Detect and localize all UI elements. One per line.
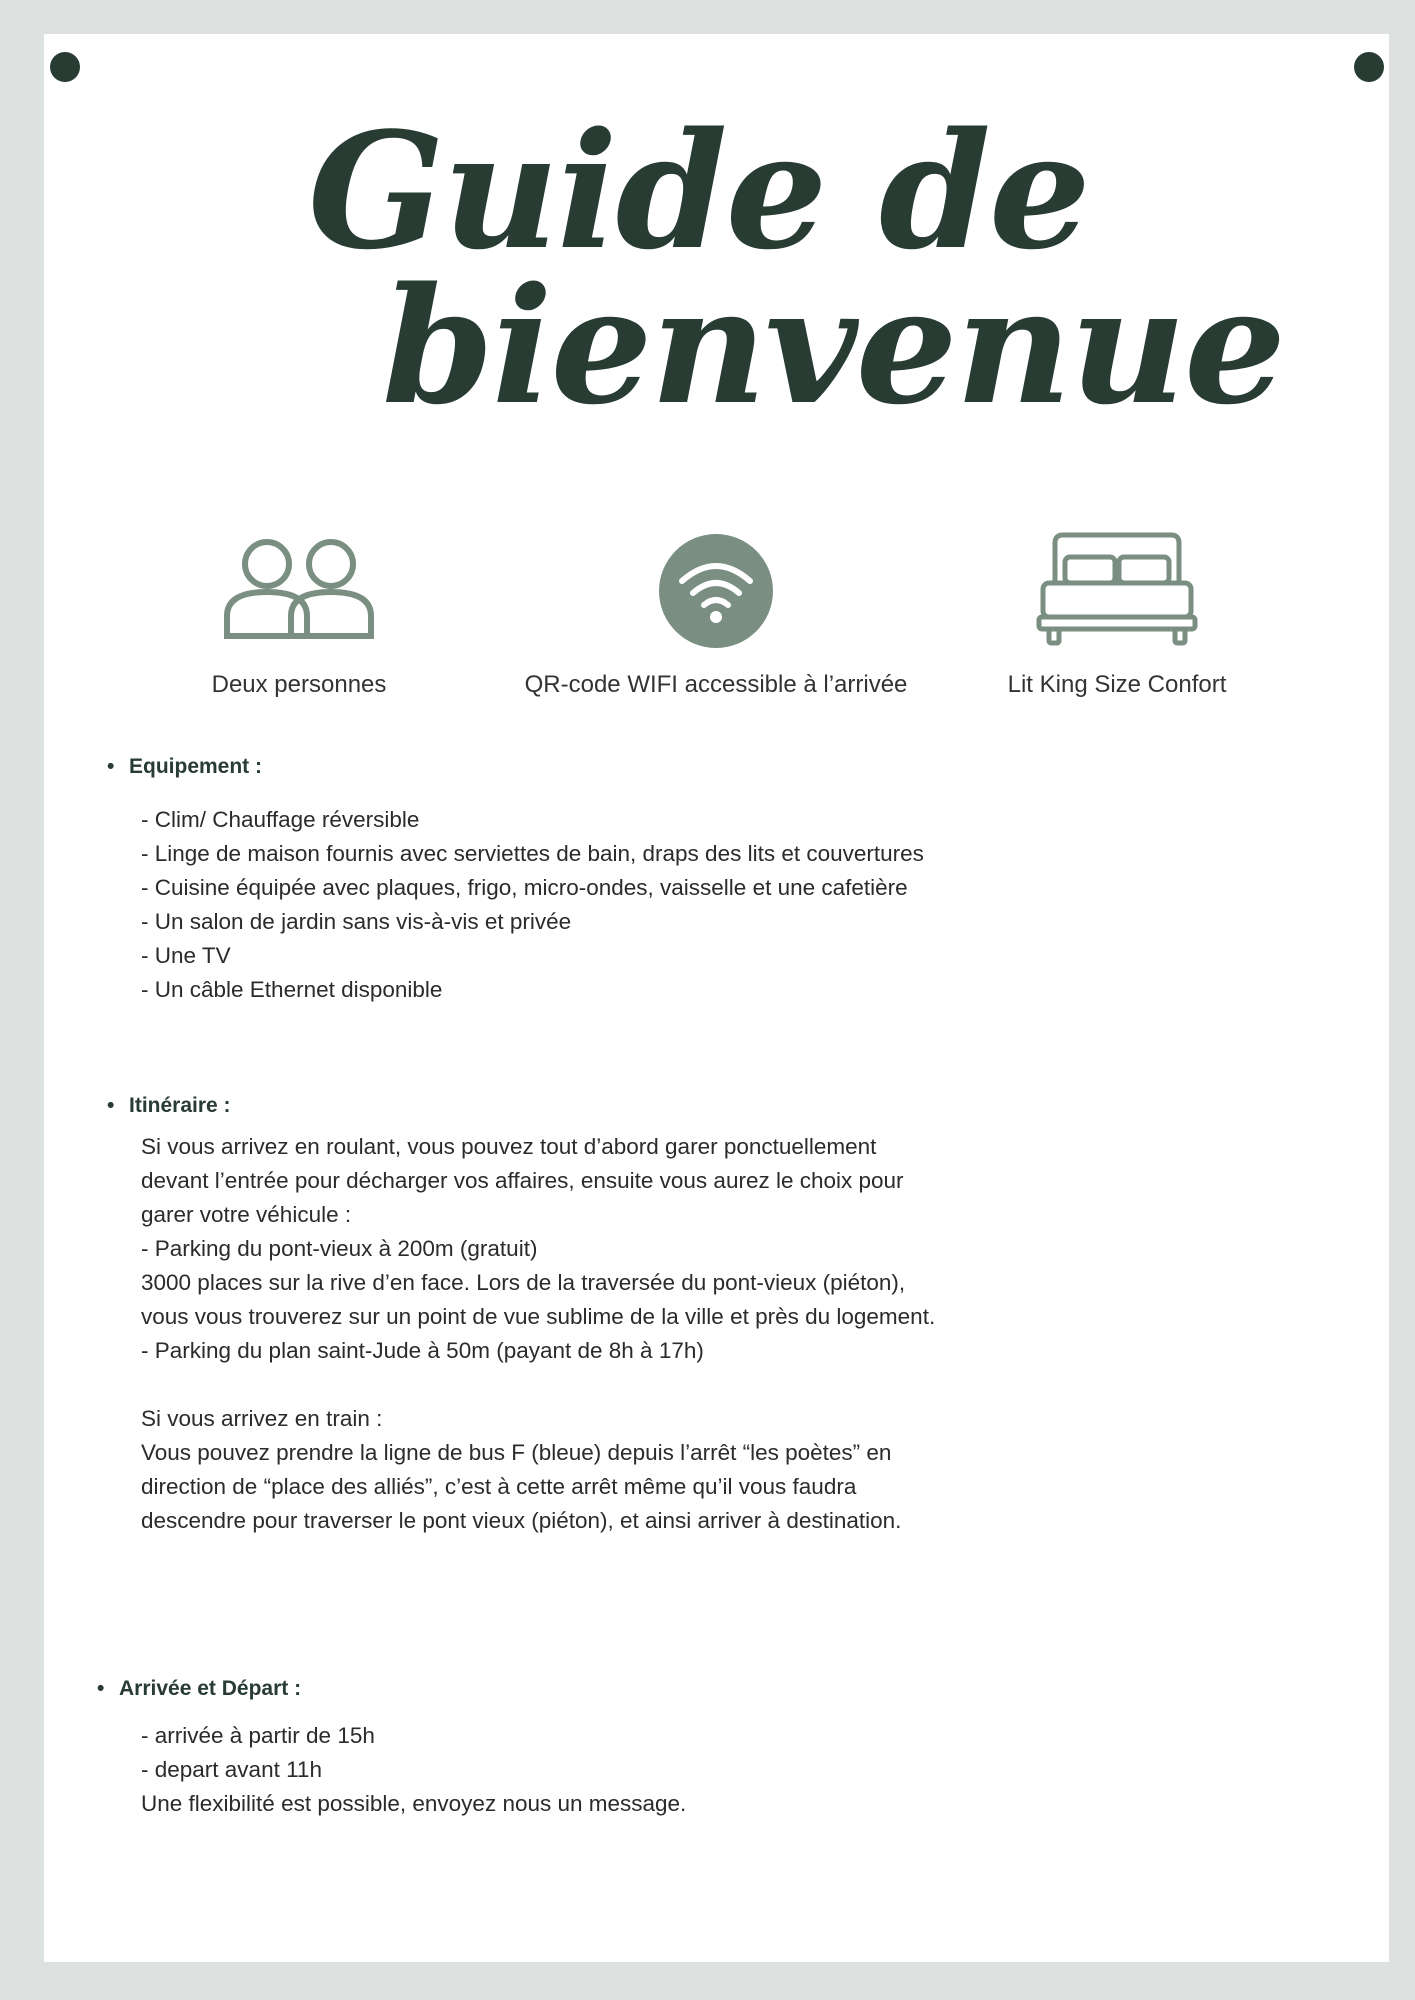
equipement-line: - Un câble Ethernet disponible <box>141 977 443 1002</box>
itineraire-line: vous vous trouverez sur un point de vue sublime de la ville et près du logement. <box>141 1304 936 1329</box>
itineraire-line: descendre pour traverser le pont vieux (piéton), et ainsi arriver à destination. <box>141 1508 902 1533</box>
itineraire-line: - Parking du pont-vieux à 200m (gratuit) <box>141 1236 538 1261</box>
itineraire-line: Vous pouvez prendre la ligne de bus F (bleue) depuis l’arrêt “les poètes” en <box>141 1440 892 1465</box>
itineraire-list <box>141 1130 935 1538</box>
bullet: • <box>107 755 115 778</box>
equipement-heading <box>107 755 262 779</box>
equipement-heading-text: Equipement : <box>129 755 263 778</box>
welcome-sheet <box>44 34 1389 1962</box>
pin-right <box>1354 52 1384 82</box>
feature-wifi-label: QR-code WIFI accessible à l’arrivée <box>524 671 908 698</box>
arrivee-line: - arrivée à partir de 15h <box>141 1723 375 1748</box>
bullet: • <box>107 1094 115 1117</box>
equipement-list <box>141 803 924 1007</box>
arrivee-line: - depart avant 11h <box>141 1757 322 1782</box>
title-line-2: bienvenue <box>382 252 1284 440</box>
feature-bed <box>907 521 1327 699</box>
equipement-line: - Une TV <box>141 943 231 968</box>
wifi-icon <box>506 521 926 661</box>
equipement-line: - Linge de maison fournis avec serviettes de bain, draps des lits et couvertures <box>141 841 924 866</box>
arrivee-heading-text: Arrivée et Départ : <box>119 1677 302 1700</box>
itineraire-heading <box>107 1094 231 1118</box>
title-line-1: Guide de <box>308 97 1089 285</box>
feature-bed-label: Lit King Size Confort <box>1007 671 1227 698</box>
arrivee-heading <box>97 1677 301 1701</box>
bed-icon <box>907 521 1327 661</box>
two-people-icon <box>89 521 509 661</box>
itineraire-line: Si vous arrivez en train : <box>141 1406 383 1431</box>
itineraire-line: garer votre véhicule : <box>141 1202 352 1227</box>
pin-left <box>50 52 80 82</box>
itineraire-line <box>141 1368 935 1402</box>
bullet: • <box>97 1677 105 1700</box>
equipement-line: - Clim/ Chauffage réversible <box>141 807 420 832</box>
arrivee-list <box>141 1719 686 1821</box>
title <box>44 96 1389 456</box>
itineraire-line: - Parking du plan saint-Jude à 50m (payant de 8h à 17h) <box>141 1338 704 1363</box>
itineraire-heading-text: Itinéraire : <box>129 1094 231 1117</box>
feature-wifi <box>506 521 926 699</box>
itineraire-line: direction de “place des alliés”, c’est à cette arrêt même qu’il vous faudra <box>141 1474 857 1499</box>
itineraire-line: Si vous arrivez en roulant, vous pouvez tout d’abord garer ponctuellement <box>141 1134 877 1159</box>
equipement-line: - Cuisine équipée avec plaques, frigo, micro-ondes, vaisselle et une cafetière <box>141 875 908 900</box>
feature-guests-label: Deux personnes <box>211 671 387 698</box>
feature-guests <box>89 521 509 699</box>
arrivee-line: Une flexibilité est possible, envoyez nous un message. <box>141 1791 687 1816</box>
itineraire-line: devant l’entrée pour décharger vos affaires, ensuite vous aurez le choix pour <box>141 1168 904 1193</box>
equipement-line: - Un salon de jardin sans vis-à-vis et privée <box>141 909 572 934</box>
itineraire-line: 3000 places sur la rive d’en face. Lors de la traversée du pont-vieux (piéton), <box>141 1270 906 1295</box>
